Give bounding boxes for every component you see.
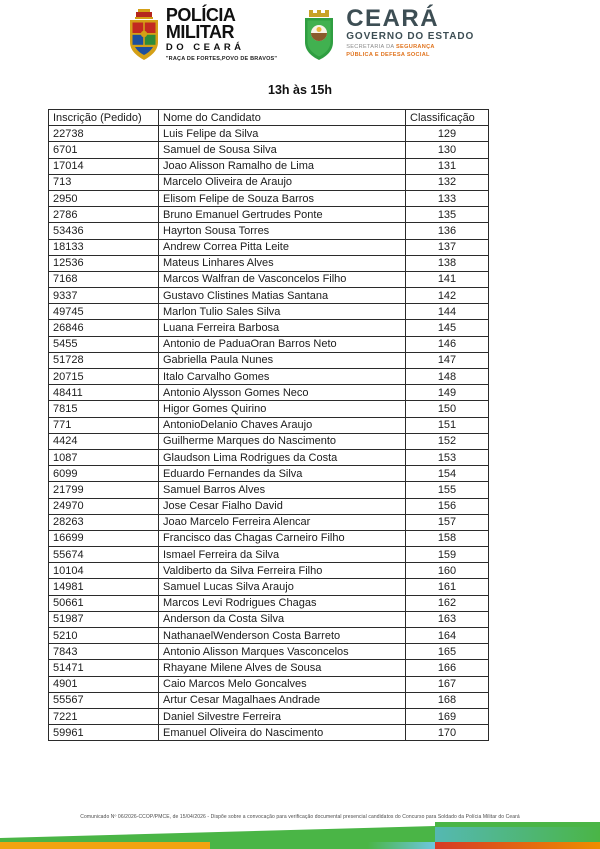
table-row (49, 660, 489, 676)
table-row (49, 530, 489, 546)
classificacao-cell: 129 (406, 126, 489, 142)
inscricao-cell: 771 (49, 417, 159, 433)
classificacao-cell: 169 (406, 708, 489, 724)
nome-cell: Eduardo Fernandes da Silva (159, 466, 406, 482)
nome-cell: Gustavo Clistines Matias Santana (159, 288, 406, 304)
inscricao-cell: 50661 (49, 595, 159, 611)
pmce-tagline: "RAÇA DE FORTES,POVO DE BRAVOS" (165, 56, 278, 62)
time-slot-heading: 13h às 15h (268, 83, 332, 97)
table-row (49, 708, 489, 724)
nome-cell: Italo Carvalho Gomes (159, 369, 406, 385)
ceara-subtitle: GOVERNO DO ESTADO (346, 31, 475, 42)
classificacao-cell: 162 (406, 595, 489, 611)
classificacao-cell: 154 (406, 466, 489, 482)
inscricao-cell: 9337 (49, 288, 159, 304)
inscricao-cell: 7843 (49, 644, 159, 660)
inscricao-cell: 4424 (49, 433, 159, 449)
classificacao-cell: 158 (406, 530, 489, 546)
classificacao-cell: 157 (406, 514, 489, 530)
nome-cell: Joao Marcelo Ferreira Alencar (159, 514, 406, 530)
nome-cell: Higor Gomes Quirino (159, 401, 406, 417)
table-row (49, 304, 489, 320)
nome-cell: Rhayane Milene Alves de Sousa (159, 660, 406, 676)
classificacao-cell: 167 (406, 676, 489, 692)
inscricao-cell: 55567 (49, 692, 159, 708)
inscricao-cell: 24970 (49, 498, 159, 514)
inscricao-cell: 21799 (49, 482, 159, 498)
table-row (49, 158, 489, 174)
table-row (49, 126, 489, 142)
table-row (49, 466, 489, 482)
table-row (49, 482, 489, 498)
inscricao-cell: 10104 (49, 563, 159, 579)
inscricao-cell: 1087 (49, 449, 159, 465)
table-row (49, 207, 489, 223)
pmce-coat-of-arms-icon (126, 7, 162, 68)
nome-cell: Marcelo Oliveira de Araujo (159, 174, 406, 190)
inscricao-cell: 7221 (49, 708, 159, 724)
inscricao-cell: 12536 (49, 255, 159, 271)
nome-cell: Elisom Felipe de Souza Barros (159, 190, 406, 206)
candidates-table (48, 109, 489, 741)
inscricao-cell: 7168 (49, 271, 159, 287)
classificacao-cell: 159 (406, 547, 489, 563)
nome-cell: Antonio de PaduaOran Barros Neto (159, 336, 406, 352)
nome-cell: Emanuel Oliveira do Nascimento (159, 725, 406, 741)
classificacao-cell: 165 (406, 644, 489, 660)
nome-cell: Andrew Correa Pitta Leite (159, 239, 406, 255)
classificacao-cell: 160 (406, 563, 489, 579)
table-row (49, 595, 489, 611)
inscricao-cell: 51987 (49, 611, 159, 627)
table-row (49, 320, 489, 336)
dept-line1-orange: SEGURANÇA (396, 44, 435, 50)
inscricao-cell: 26846 (49, 320, 159, 336)
table-row (49, 433, 489, 449)
inscricao-cell: 7815 (49, 401, 159, 417)
classificacao-cell: 131 (406, 158, 489, 174)
ceara-dept-line1 (346, 44, 474, 50)
nome-cell: Marcos Walfran de Vasconcelos Filho (159, 271, 406, 287)
col-header-inscricao: Inscrição (Pedido) (49, 110, 159, 126)
nome-cell: Caio Marcos Melo Goncalves (159, 676, 406, 692)
classificacao-cell: 170 (406, 725, 489, 741)
classificacao-cell: 155 (406, 482, 489, 498)
nome-cell: NathanaelWenderson Costa Barreto (159, 628, 406, 644)
inscricao-cell: 20715 (49, 369, 159, 385)
classificacao-cell: 145 (406, 320, 489, 336)
nome-cell: Marlon Tulio Sales Silva (159, 304, 406, 320)
ceara-dept-line2: PÚBLICA E DEFESA SOCIAL (346, 52, 430, 58)
col-header-nome: Nome do Candidato (159, 110, 406, 126)
inscricao-cell: 5455 (49, 336, 159, 352)
table-row (49, 401, 489, 417)
pmce-logo (126, 7, 277, 68)
table-row (49, 725, 489, 741)
inscricao-cell: 17014 (49, 158, 159, 174)
col-header-classificacao: Classificação (406, 110, 489, 126)
table-row (49, 223, 489, 239)
classificacao-cell: 163 (406, 611, 489, 627)
table-row (49, 190, 489, 206)
classificacao-cell: 152 (406, 433, 489, 449)
nome-cell: Ismael Ferreira da Silva (159, 547, 406, 563)
inscricao-cell: 2786 (49, 207, 159, 223)
nome-cell: Antonio Alysson Gomes Neco (159, 385, 406, 401)
table-row (49, 514, 489, 530)
table-row (49, 563, 489, 579)
nome-cell: Luis Felipe da Silva (159, 126, 406, 142)
inscricao-cell: 55674 (49, 547, 159, 563)
nome-cell: Bruno Emanuel Gertrudes Ponte (159, 207, 406, 223)
table-row (49, 255, 489, 271)
nome-cell: Hayrton Sousa Torres (159, 223, 406, 239)
table-row (49, 352, 489, 368)
classificacao-cell: 141 (406, 271, 489, 287)
nome-cell: Mateus Linhares Alves (159, 255, 406, 271)
inscricao-cell: 4901 (49, 676, 159, 692)
candidates-table-container (48, 109, 600, 741)
classificacao-cell: 151 (406, 417, 489, 433)
table-row (49, 385, 489, 401)
table-row (49, 336, 489, 352)
dept-line1-gray: SECRETARIA DA (346, 44, 397, 50)
table-row (49, 579, 489, 595)
classificacao-cell: 147 (406, 352, 489, 368)
classificacao-cell: 166 (406, 660, 489, 676)
table-row (49, 271, 489, 287)
classificacao-cell: 132 (406, 174, 489, 190)
nome-cell: Antonio Alisson Marques Vasconcelos (159, 644, 406, 660)
inscricao-cell: 6701 (49, 142, 159, 158)
classificacao-cell: 130 (406, 142, 489, 158)
nome-cell: Anderson da Costa Silva (159, 611, 406, 627)
results-table-body (49, 126, 489, 741)
nome-cell: Artur Cesar Magalhaes Andrade (159, 692, 406, 708)
classificacao-cell: 137 (406, 239, 489, 255)
inscricao-cell: 51471 (49, 660, 159, 676)
classificacao-cell: 148 (406, 369, 489, 385)
pmce-name-line3: DO CEARÁ (165, 42, 245, 53)
classificacao-cell: 144 (406, 304, 489, 320)
inscricao-cell: 48411 (49, 385, 159, 401)
nome-cell: Luana Ferreira Barbosa (159, 320, 406, 336)
inscricao-cell: 16699 (49, 530, 159, 546)
table-row (49, 498, 489, 514)
inscricao-cell: 51728 (49, 352, 159, 368)
table-row (49, 239, 489, 255)
nome-cell: Glaudson Lima Rodrigues da Costa (159, 449, 406, 465)
ceara-coat-of-arms-icon (299, 7, 339, 68)
classificacao-cell: 136 (406, 223, 489, 239)
classificacao-cell: 150 (406, 401, 489, 417)
nome-cell: Joao Alisson Ramalho de Lima (159, 158, 406, 174)
table-row (49, 142, 489, 158)
classificacao-cell: 142 (406, 288, 489, 304)
pmce-name-line2: MILITAR (165, 21, 235, 42)
inscricao-cell: 713 (49, 174, 159, 190)
table-row (49, 692, 489, 708)
classificacao-cell: 138 (406, 255, 489, 271)
nome-cell: Samuel de Sousa Silva (159, 142, 406, 158)
inscricao-cell: 5210 (49, 628, 159, 644)
table-row (49, 611, 489, 627)
table-row (49, 676, 489, 692)
pmce-name-line1: POLÍCIA (165, 5, 236, 25)
table-row (49, 449, 489, 465)
table-row (49, 174, 489, 190)
table-row (49, 628, 489, 644)
nome-cell: Francisco das Chagas Carneiro Filho (159, 530, 406, 546)
table-header-row (49, 110, 489, 126)
classificacao-cell: 135 (406, 207, 489, 223)
table-row (49, 547, 489, 563)
nome-cell: Samuel Barros Alves (159, 482, 406, 498)
footer-ribbon-decoration (0, 821, 600, 849)
ceara-title: CEARÁ (346, 5, 440, 32)
footer-notice: Comunicado Nº 06/2026-CCOP/PMCE, de 15/04/2026 - Dispõe sobre a convocação para verificação documental presencial candidatos do Concurso para Soldado da Polícia Militar do Ceará (80, 814, 520, 820)
classificacao-cell: 149 (406, 385, 489, 401)
table-row (49, 644, 489, 660)
inscricao-cell: 53436 (49, 223, 159, 239)
classificacao-cell: 164 (406, 628, 489, 644)
classificacao-cell: 133 (406, 190, 489, 206)
nome-cell: Valdiberto da Silva Ferreira Filho (159, 563, 406, 579)
classificacao-cell: 146 (406, 336, 489, 352)
nome-cell: Jose Cesar Fialho David (159, 498, 406, 514)
inscricao-cell: 49745 (49, 304, 159, 320)
inscricao-cell: 22738 (49, 126, 159, 142)
nome-cell: AntonioDelanio Chaves Araujo (159, 417, 406, 433)
table-row (49, 288, 489, 304)
classificacao-cell: 156 (406, 498, 489, 514)
table-row (49, 369, 489, 385)
inscricao-cell: 14981 (49, 579, 159, 595)
nome-cell: Samuel Lucas Silva Araujo (159, 579, 406, 595)
inscricao-cell: 28263 (49, 514, 159, 530)
nome-cell: Marcos Levi Rodrigues Chagas (159, 595, 406, 611)
inscricao-cell: 59961 (49, 725, 159, 741)
classificacao-cell: 168 (406, 692, 489, 708)
nome-cell: Daniel Silvestre Ferreira (159, 708, 406, 724)
table-row (49, 417, 489, 433)
nome-cell: Guilherme Marques do Nascimento (159, 433, 406, 449)
inscricao-cell: 6099 (49, 466, 159, 482)
inscricao-cell: 2950 (49, 190, 159, 206)
classificacao-cell: 161 (406, 579, 489, 595)
classificacao-cell: 153 (406, 449, 489, 465)
ceara-gov-logo (299, 7, 474, 68)
inscricao-cell: 18133 (49, 239, 159, 255)
nome-cell: Gabriella Paula Nunes (159, 352, 406, 368)
page-header (0, 0, 600, 68)
